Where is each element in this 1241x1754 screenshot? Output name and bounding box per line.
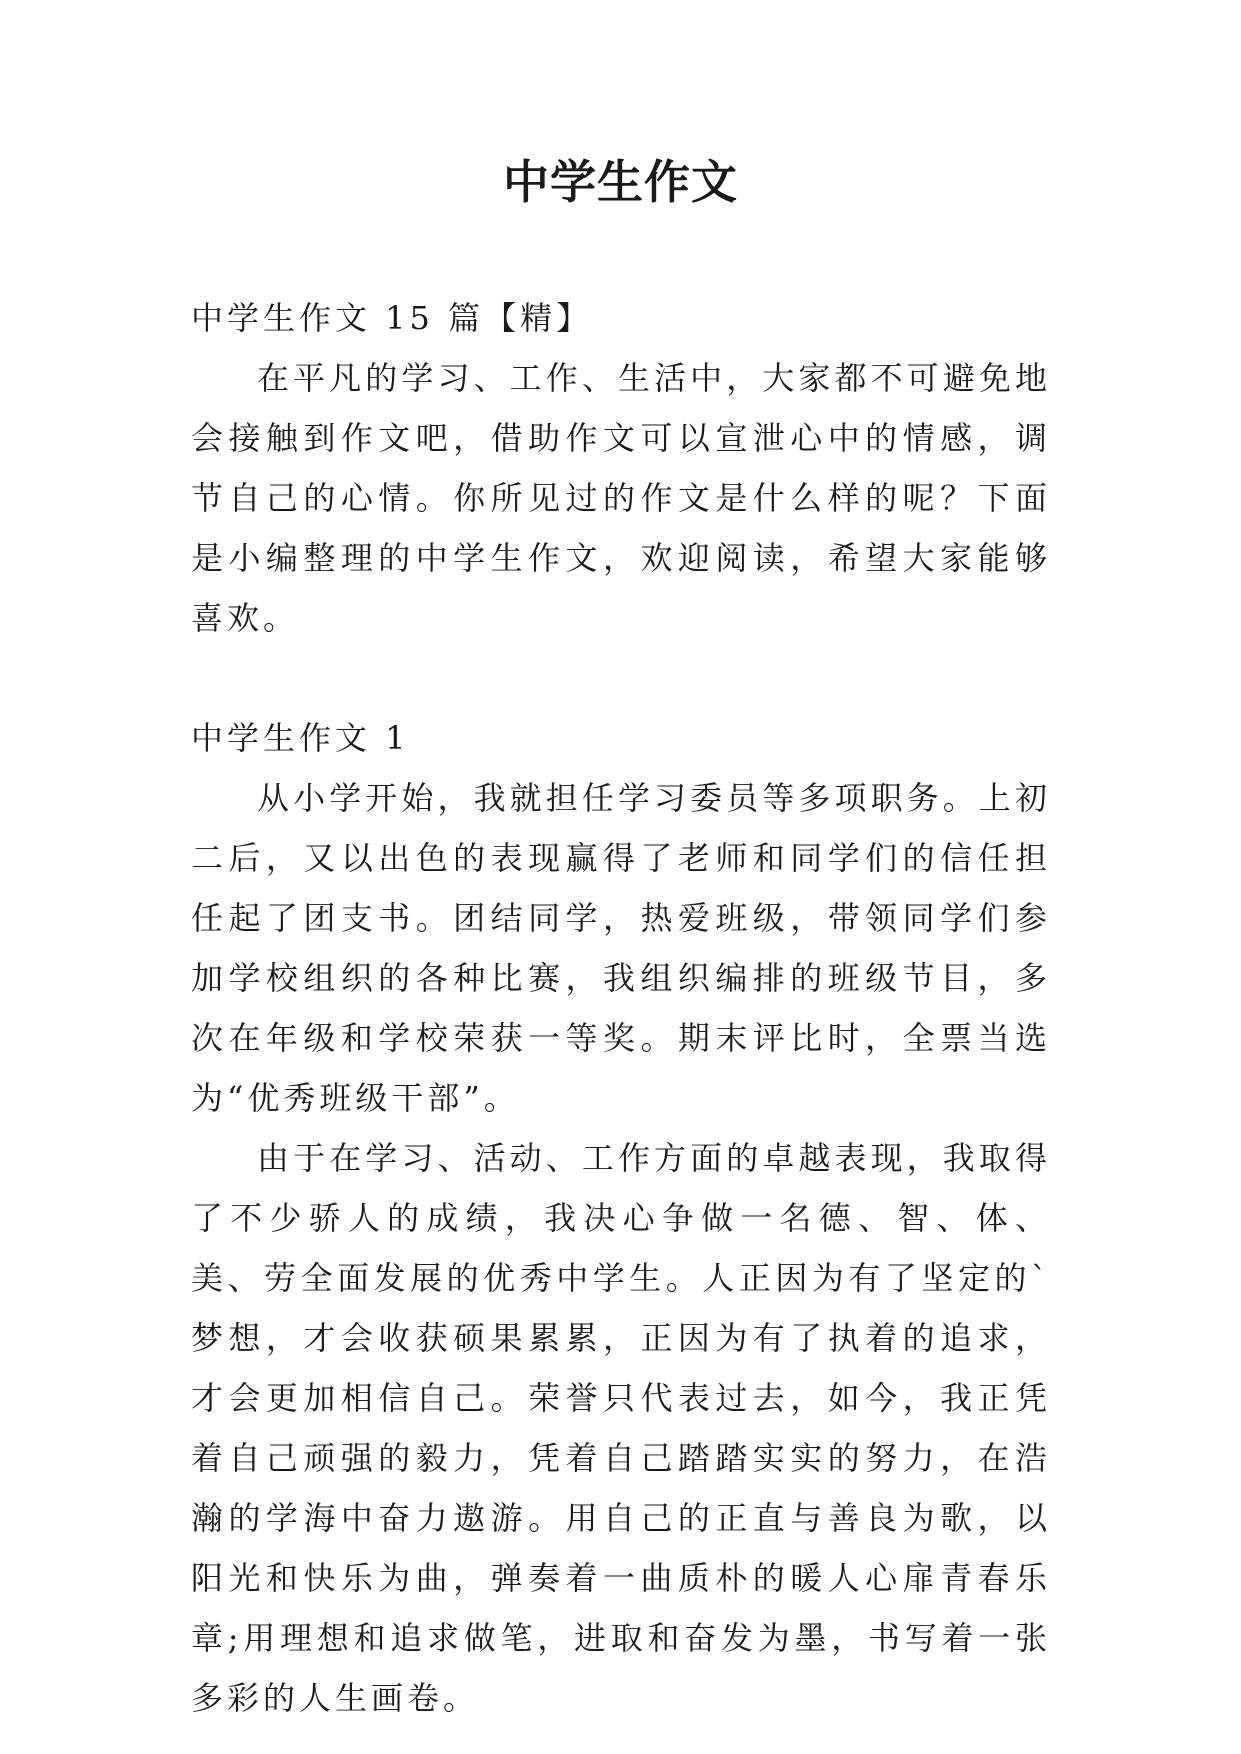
intro-paragraph: 在平凡的学习、工作、生活中，大家都不可避免地会接触到作文吧，借助作文可以宣泄心中的情感，调节自己的心情。你所见过的作文是什么样的呢？下面是小编整理的中学生作文，欢迎阅读，希望大家能够喜欢。 bbox=[191, 359, 1051, 637]
collection-subtitle: 中学生作文 15 篇【精】 bbox=[191, 299, 593, 337]
body-paragraph: 由于在学习、活动、工作方面的卓越表现，我取得了不少骄人的成绩，我决心争做一名德、智、体、美、劳全面发展的优秀中学生。人正因为有了坚定的`梦想，才会收获硕果累累，正因为有了执着的追求，才会更加相信自己。荣誉只代表过去，如今，我正凭着自己顽强的毅力，凭着自己踏踏实实的努力，在浩瀚的学海中奋力遨游。用自己的正直与善良为歌，以阳光和快乐为曲，弹奏着一曲质朴的暖人心扉青春乐章;用理想和追求做笔，进取和奋发为墨，书写着一张多彩的人生画卷。 bbox=[191, 1139, 1051, 1717]
body-paragraph: 从小学开始，我就担任学习委员等多项职务。上初二后，又以出色的表现赢得了老师和同学们的信任担任起了团支书。团结同学，热爱班级，带领同学们参加学校组织的各种比赛，我组织编排的班级节目，多次在年级和学校荣获一等奖。期末评比时，全票当选为“优秀班级干部”。 bbox=[191, 779, 1051, 1117]
section-spacer bbox=[191, 648, 1051, 708]
document-body bbox=[191, 288, 1051, 1728]
section-heading: 中学生作文 1 bbox=[191, 719, 410, 757]
document-title: 中学生作文 bbox=[503, 155, 738, 209]
